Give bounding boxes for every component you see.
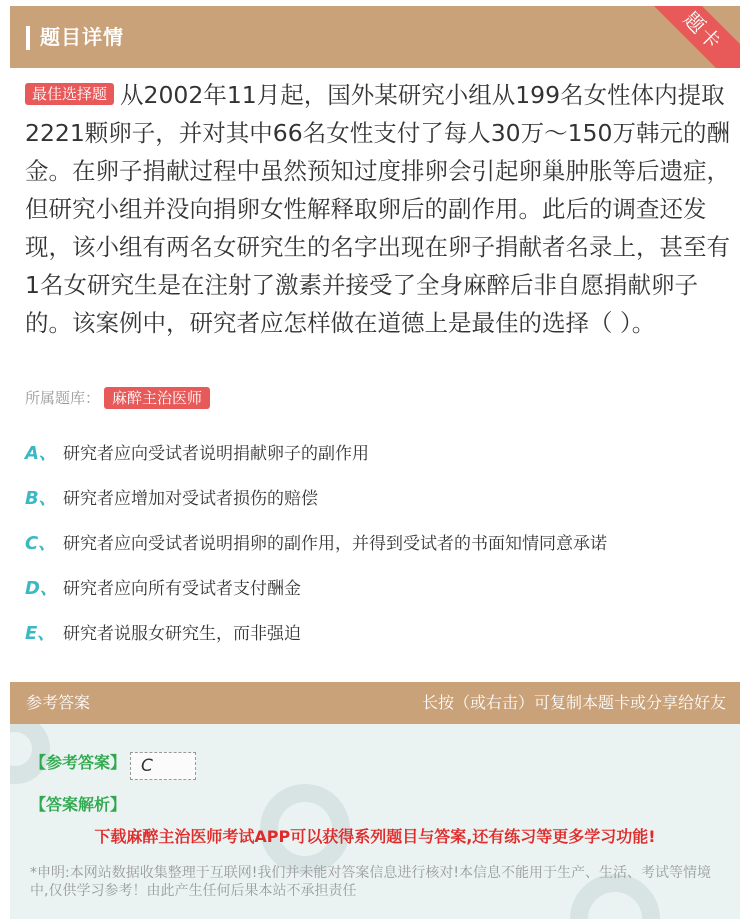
- option-text: 研究者应向受试者说明捐献卵子的副作用: [63, 444, 369, 464]
- app-download-promo[interactable]: 下载麻醉主治医师考试APP可以获得系列题目与答案,还有练习等更多学习功能!: [94, 827, 656, 846]
- reference-answer-value: C: [130, 752, 196, 780]
- question-card-ribbon[interactable]: 题卡: [638, 6, 740, 68]
- option-b[interactable]: [25, 482, 730, 527]
- header-accent-bar: [26, 26, 30, 50]
- option-e[interactable]: [25, 617, 730, 662]
- option-text: 研究者应增加对受试者损伤的赔偿: [63, 489, 318, 509]
- option-letter: E、: [25, 623, 56, 644]
- copy-share-hint[interactable]: 长按（或右击）可复制本题卡或分享给好友: [421, 693, 726, 712]
- question-bank-tag[interactable]: 麻醉主治医师: [104, 387, 210, 409]
- option-letter: B、: [25, 488, 57, 509]
- option-a[interactable]: [25, 437, 730, 482]
- question-type-badge: 最佳选择题: [25, 83, 114, 105]
- options-list: [25, 437, 730, 662]
- question-stem: [25, 76, 730, 342]
- question-bank: [25, 386, 210, 410]
- option-letter: D、: [25, 578, 58, 599]
- disclaimer-text: *申明:本网站数据收集整理于互联网!我们并未能对答案信息进行核对!本信息不能用于生产、生活、考试等情境中,仅供学习参考！由此产生任何后果本站不承担责任: [30, 865, 711, 899]
- option-d[interactable]: [25, 572, 730, 617]
- option-text: 研究者说服女研究生，而非强迫: [63, 624, 301, 644]
- answer-header: [10, 682, 740, 724]
- answer-body: [10, 724, 740, 919]
- header-title: 题目详情: [40, 25, 124, 49]
- answer-analysis-label: 【答案解析】: [30, 795, 127, 814]
- option-letter: A、: [25, 443, 57, 464]
- option-c[interactable]: [25, 527, 730, 572]
- card-header: [10, 6, 740, 68]
- option-text: 研究者应向受试者说明捐卵的副作用，并得到受试者的书面知情同意承诺: [63, 534, 607, 554]
- question-text: 从2002年11月起，国外某研究小组从199名女性体内提取2221颗卵子，并对其中66名女性支付了每人30万～150万韩元的酬金。在卵子捐献过程中虽然预知过度排卵会引起卵巢肿胀等后遗症，但研究小组并没向捐卵女性解释取卵后的副作用。此后的调查还发现，该小组有两名女研究生的名字出现在卵子捐献者名录上，甚至有1名女研究生是在注射了激素并接受了全身麻醉后非自愿捐献卵子的。该案例中，研究者应怎样做在道德上是最佳的选择（ ）。: [25, 81, 730, 337]
- answer-header-title: 参考答案: [26, 693, 91, 712]
- question-bank-label: 所属题库：: [25, 389, 101, 407]
- reference-answer-label: 【参考答案】: [30, 753, 127, 772]
- option-letter: C、: [25, 533, 57, 554]
- option-text: 研究者应向所有受试者支付酬金: [63, 579, 301, 599]
